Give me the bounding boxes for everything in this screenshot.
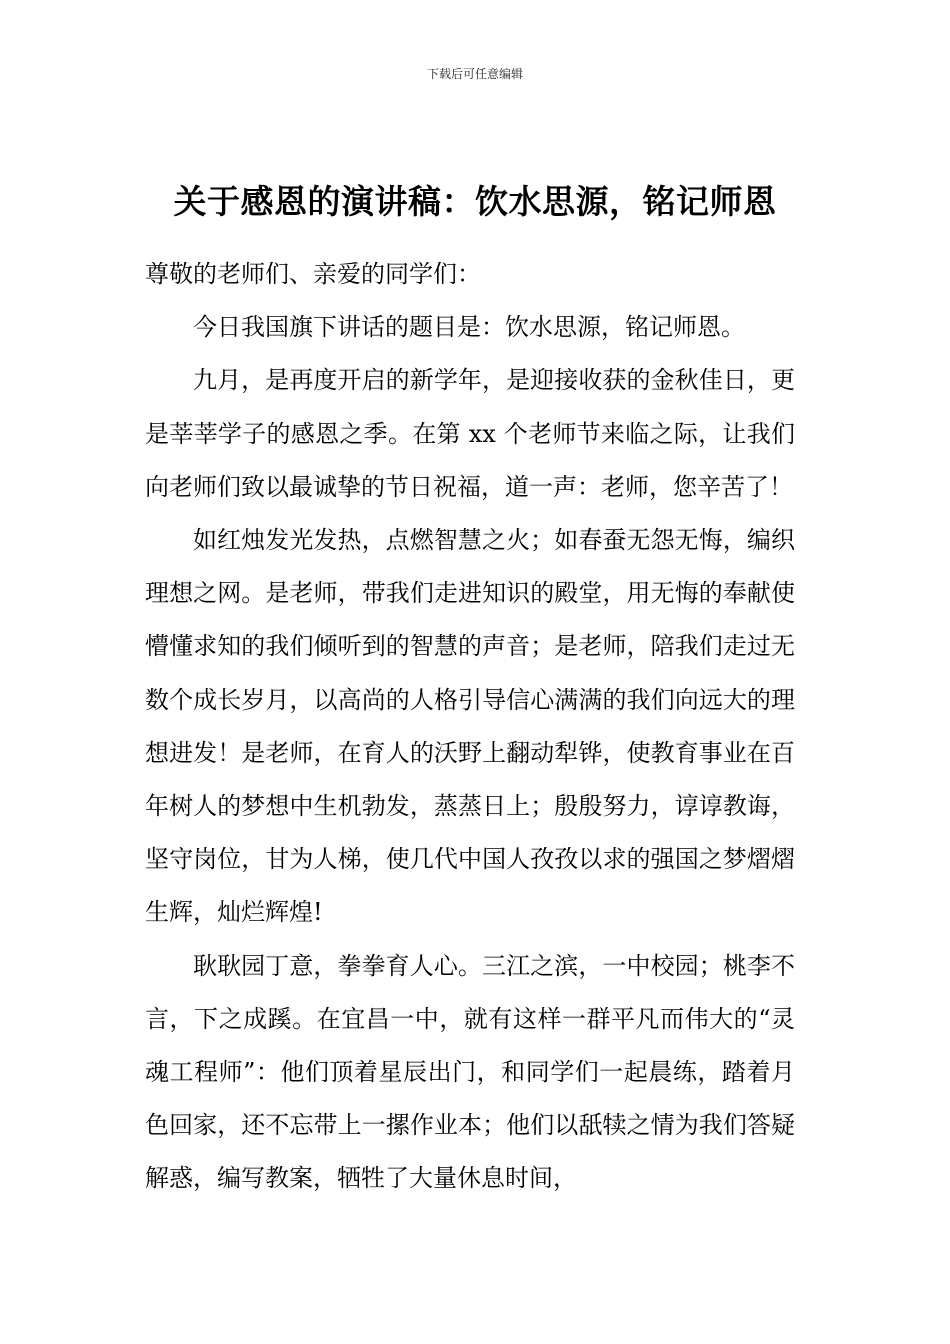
header-note: 下载后可任意编辑 <box>426 67 523 81</box>
document-title: 关于感恩的演讲稿：饮水思源，铭记师恩 <box>173 182 777 221</box>
salutation-paragraph: 尊敬的老师们、亲爱的同学们： <box>145 260 481 288</box>
candle-paragraph: 如红烛发光发热，点燃智慧之火；如春蚕无怨无悔，编织理想之网。是老师，带我们走进知识的殿堂，用无悔的奉献使懵懂求知的我们倾听到的智慧的声音；是老师，陪我们走过无数个成长岁月，以高尚的人格引导信心满满的我们向远大的理想进发！是老师，在育人的沃野上翻动犁铧，使教育事业在百年树人的梦想中生机勃发，蒸蒸日上；殷殷努力，谆谆教诲，坚守岗位，甘为人梯，使几代中国人孜孜以求的强国之梦熠熠生辉，灿烂辉煌! <box>145 526 795 927</box>
gardener-paragraph: 耿耿园丁意，拳拳育人心。三江之滨，一中校园；桃李不言，下之成蹊。在宜昌一中，就有这样一群平凡而伟大的“灵魂工程师”：他们顶着星辰出门，和同学们一起晨练，踏着月色回家，还不忘带上一摞作业本；他们以舐犊之情为我们答疑解惑，编写教案，牺牲了大量休息时间， <box>145 951 795 1193</box>
document-body <box>145 248 795 1206</box>
topic-paragraph: 今日我国旗下讲话的题目是：饮水思源，铭记师恩。 <box>193 313 745 342</box>
september-paragraph: 九月，是再度开启的新学年，是迎接收获的金秋佳日，更是莘莘学子的感恩之季。在第 xx 个老师节来临之际，让我们向老师们致以最诚挚的节日祝福，道一声：老师，您辛苦了！ <box>145 366 795 501</box>
